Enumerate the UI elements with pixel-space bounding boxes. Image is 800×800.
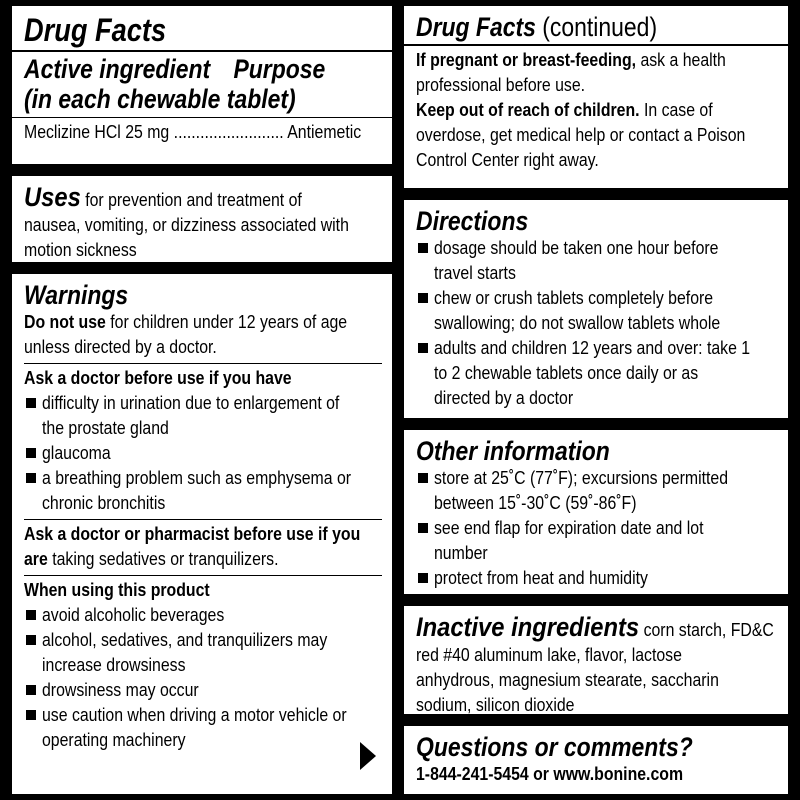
list-item-line: adults and children 12 years and over: take 1 xyxy=(434,338,751,358)
divider xyxy=(12,117,392,118)
list-item xyxy=(24,466,382,516)
ingredient-line xyxy=(24,120,383,145)
uses-text-2: nausea, vomiting, or dizziness associated with xyxy=(24,215,349,235)
keep-out-text: In case of xyxy=(643,100,713,120)
warnings-panel xyxy=(12,274,392,794)
keep-out-label: Keep out of reach of children. xyxy=(416,100,640,120)
other-information-heading: Other information xyxy=(416,436,610,466)
inactive-ingredients-panel xyxy=(404,606,788,714)
list-item xyxy=(416,516,778,566)
list-item-text xyxy=(434,516,778,566)
list-item-line: difficulty in urination due to enlargement of xyxy=(42,393,340,413)
list-item-line: glaucoma xyxy=(42,443,111,463)
list-item-line: between 15˚-30˚C (59˚-86˚F) xyxy=(434,493,637,513)
uses-panel xyxy=(12,176,392,262)
inactive-text-4: sodium, silicon dioxide xyxy=(416,695,575,714)
list-item xyxy=(24,628,382,678)
list-item xyxy=(24,678,382,703)
list-item-line: increase drowsiness xyxy=(42,655,186,675)
divider xyxy=(12,50,392,52)
other-information-list xyxy=(416,466,778,591)
list-item-line: to 2 chewable tablets once daily or as xyxy=(434,363,699,383)
do-not-use-label: Do not use xyxy=(24,312,106,332)
bullet-square-icon xyxy=(418,473,428,483)
list-item-line: drowsiness may occur xyxy=(42,680,199,700)
bullet-square-icon xyxy=(26,473,36,483)
ask-doctor-list xyxy=(24,391,382,516)
list-item-text xyxy=(434,236,778,286)
list-item xyxy=(416,466,778,516)
ingredient-name: Meclizine HCl 25 mg xyxy=(24,122,170,142)
keep-out-line-3: Control Center right away. xyxy=(416,150,599,170)
bullet-square-icon xyxy=(418,293,428,303)
list-item-line: number xyxy=(434,543,488,563)
list-item xyxy=(24,703,382,753)
when-using-list xyxy=(24,603,382,753)
pregnant-line xyxy=(416,48,779,73)
list-item xyxy=(24,391,382,441)
bullet-square-icon xyxy=(26,710,36,720)
list-item-line: travel starts xyxy=(434,263,516,283)
list-item-text xyxy=(42,628,382,678)
divider xyxy=(24,575,382,576)
inactive-heading: Inactive ingredients xyxy=(416,612,640,642)
list-item-line: protect from heat and humidity xyxy=(434,568,648,588)
bullet-square-icon xyxy=(418,573,428,583)
list-item-text xyxy=(434,336,788,411)
do-not-use-text: for children under 12 years of age xyxy=(110,312,348,332)
drug-facts-title: Drug Facts xyxy=(24,12,167,48)
continued-suffix: (continued) xyxy=(542,12,658,42)
list-item-line: operating machinery xyxy=(42,730,186,750)
ask-doctor-heading: Ask a doctor before use if you have xyxy=(24,368,292,388)
pharmacist-text: taking sedatives or tranquilizers. xyxy=(52,549,279,569)
list-item-line: chew or crush tablets completely before xyxy=(434,288,714,308)
left-column xyxy=(12,6,392,794)
do-not-use-line-2: unless directed by a doctor. xyxy=(24,337,217,357)
ingredient-purpose: Antiemetic xyxy=(287,122,362,142)
inactive-line-1 xyxy=(416,612,779,643)
list-item-line: see end flap for expiration date and lot xyxy=(434,518,704,538)
continued-title-line xyxy=(416,12,779,42)
continued-title: Drug Facts xyxy=(416,12,536,42)
drug-facts-panel xyxy=(12,6,392,164)
list-item-line: avoid alcoholic beverages xyxy=(42,605,225,625)
keep-out-line-2: overdose, get medical help or contact a Poison xyxy=(416,125,746,145)
list-item-line: store at 25˚C (77˚F); excursions permitted xyxy=(434,468,729,488)
active-ingredient-header xyxy=(24,54,383,84)
keep-out-line xyxy=(416,98,779,123)
list-item-text xyxy=(42,678,382,703)
other-information-panel xyxy=(404,430,788,594)
purpose-heading: Purpose xyxy=(233,54,326,84)
uses-text-3: motion sickness xyxy=(24,240,137,260)
active-ingredient-heading: Active ingredient xyxy=(24,54,211,84)
do-not-use-line xyxy=(24,310,383,335)
list-item-text xyxy=(42,466,392,516)
warnings-heading: Warnings xyxy=(24,280,129,310)
uses-heading: Uses xyxy=(24,182,81,212)
bullet-square-icon xyxy=(26,448,36,458)
list-item-line: chronic bronchitis xyxy=(42,493,166,513)
divider xyxy=(24,519,382,520)
inactive-text-1: corn starch, FD&C xyxy=(643,620,774,640)
inactive-text-3: anhydrous, magnesium stearate, saccharin xyxy=(416,670,719,690)
questions-panel xyxy=(404,726,788,794)
pharmacist-line-1: Ask a doctor or pharmacist before use if you xyxy=(24,524,361,544)
pregnant-line-2: professional before use. xyxy=(416,75,586,95)
uses-line-1 xyxy=(24,182,383,213)
bullet-square-icon xyxy=(26,685,36,695)
bullet-square-icon xyxy=(418,343,428,353)
list-item-text xyxy=(434,466,778,516)
when-using-heading: When using this product xyxy=(24,580,210,600)
pregnant-text: ask a health xyxy=(640,50,726,70)
pharmacist-are: are xyxy=(24,549,48,569)
list-item-text xyxy=(42,391,382,441)
triangle-right-icon xyxy=(360,742,376,770)
list-item-line: the prostate gland xyxy=(42,418,169,438)
list-item-text xyxy=(42,703,388,753)
list-item-line: a breathing problem such as emphysema or xyxy=(42,468,352,488)
list-item xyxy=(416,286,778,336)
ingredient-dots: ......................... xyxy=(173,122,284,142)
list-item-line: alcohol, sedatives, and tranquilizers may xyxy=(42,630,328,650)
list-item xyxy=(24,441,382,466)
divider xyxy=(24,363,382,364)
bullet-square-icon xyxy=(26,635,36,645)
list-item-line: dosage should be taken one hour before xyxy=(434,238,719,258)
bullet-square-icon xyxy=(418,523,428,533)
list-item xyxy=(24,603,382,628)
inactive-text-2: red #40 aluminum lake, flavor, lactose xyxy=(416,645,682,665)
bullet-square-icon xyxy=(418,243,428,253)
active-ingredient-subheading: (in each chewable tablet) xyxy=(24,84,296,114)
directions-heading: Directions xyxy=(416,206,529,236)
bullet-square-icon xyxy=(26,610,36,620)
directions-panel xyxy=(404,200,788,418)
list-item-line: directed by a doctor xyxy=(434,388,574,408)
list-item xyxy=(416,236,778,286)
list-item-text xyxy=(434,286,778,336)
list-item xyxy=(416,336,778,411)
list-item-text xyxy=(434,566,778,591)
pharmacist-line-2 xyxy=(24,547,383,572)
pregnant-label: If pregnant or breast-feeding, xyxy=(416,50,637,70)
contact-line: 1-844-241-5454 or www.bonine.com xyxy=(416,764,684,784)
continued-panel xyxy=(404,6,788,188)
uses-text-1: for prevention and treatment of xyxy=(85,190,302,210)
questions-heading: Questions or comments? xyxy=(416,732,693,762)
bullet-square-icon xyxy=(26,398,36,408)
divider xyxy=(404,44,788,46)
list-item-line: use caution when driving a motor vehicle or xyxy=(42,705,347,725)
list-item-text xyxy=(42,603,382,628)
list-item xyxy=(416,566,778,591)
right-column xyxy=(404,6,788,794)
list-item-line: swallowing; do not swallow tablets whole xyxy=(434,313,721,333)
directions-list xyxy=(416,236,778,411)
list-item-text xyxy=(42,441,382,466)
